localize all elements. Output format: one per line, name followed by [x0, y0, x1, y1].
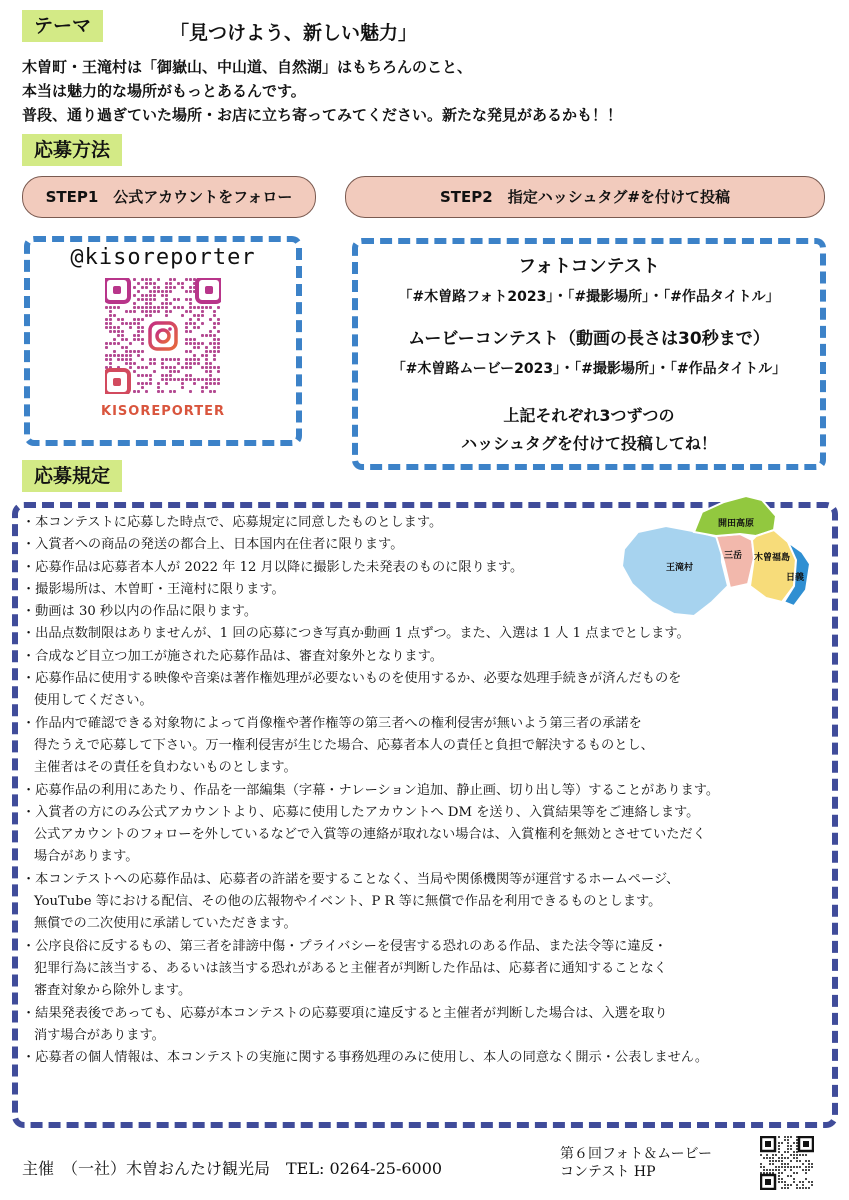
rule-item: ・作品内で確認できる対象物によって肖像権や著作権等の第三者への権利侵害が無いよう第三者の承諾を	[22, 715, 642, 731]
rule-item: ・応募作品は応募者本人が 2022 年 12 月以降に撮影した未発表のものに限ります。	[22, 559, 524, 575]
rule-continuation: 消す場合があります。	[34, 1027, 165, 1043]
map-label: 木曽福島	[754, 553, 791, 563]
rule-continuation: 使用してください。	[34, 693, 153, 709]
step2-pill: STEP2 指定ハッシュタグ#を付けて投稿	[345, 176, 825, 218]
hp-qr-code-icon[interactable]	[760, 1136, 814, 1190]
hp-qr-pattern	[760, 1136, 814, 1190]
map-label: 三岳	[724, 551, 743, 561]
rule-continuation: 場合があります。	[34, 849, 139, 865]
rule-continuation: 無償での二次使用に承諾していただきます。	[34, 916, 297, 932]
map-label: 王滝村	[666, 563, 694, 573]
note-line: 上記それぞれ3つずつの	[503, 406, 675, 425]
intro-line: 普段、通り過ぎていた場所・お店に立ち寄ってみてください。新たな発見があるかも！！	[22, 106, 623, 124]
note-line: ハッシュタグを付けて投稿してね！	[461, 434, 717, 453]
qr-caption: KISOREPORTER	[101, 404, 225, 419]
theme-tag: テーマ	[22, 10, 103, 42]
map-label: 開田高原	[718, 519, 755, 529]
intro-line: 本当は魅力的な場所がもっとあるんです。	[22, 82, 306, 100]
rule-item: ・出品点数制限はありませんが、1 回の応募につき写真か動画 1 点ずつ。また、入選は 1 人 1 点までとします。	[22, 626, 690, 642]
rule-continuation: 主催者はその責任を負わないものとします。	[34, 760, 297, 776]
hp-label-line: コンテスト HP	[560, 1164, 656, 1180]
rule-continuation: YouTube 等における配信、その他の広報物やイベント、P R 等に無償で作品を利用できるものとします。	[34, 894, 662, 910]
rules-tag: 応募規定	[22, 460, 122, 492]
theme-title: 「見つけよう、新しい魅力」	[170, 22, 418, 44]
qr-pattern	[105, 278, 221, 394]
rule-item: ・合成など目立つ加工が施された応募作品は、審査対象外となります。	[22, 648, 443, 664]
map-label: 日義	[786, 573, 805, 583]
rule-item: ・入賞者の方にのみ公式アカウントより、応募に使用したアカウントへ DM を送り、入賞結果等をご連絡します。	[22, 804, 700, 820]
photo-contest-title: フォトコンテスト	[518, 256, 660, 277]
theme-intro	[22, 55, 622, 127]
organizer-info: 主催 （一社）木曽おんたけ観光局 TEL: 0264-25-6000	[22, 1159, 443, 1178]
movie-contest-title: ムービーコンテスト（動画の長さは30秒まで）	[408, 329, 770, 349]
rule-continuation: 審査対象から除外します。	[34, 983, 192, 999]
photo-hashtags: 「#木曽路フォト2023」・「#撮影場所」・「#作品タイトル」	[398, 289, 780, 305]
rule-item: ・入賞者への商品の発送の都合上、日本国内在住者に限ります。	[22, 537, 404, 553]
intro-line: 木曽町・王滝村は「御嶽山、中山道、自然湖」はもちろんのこと、	[22, 58, 473, 76]
rule-item: ・本コンテストへの応募作品は、応募者の許諾を要することなく、当局や関係機関等が運営するホームページ、	[22, 871, 680, 887]
step1-pill: STEP1 公式アカウントをフォロー	[22, 176, 316, 218]
rules-list	[22, 512, 832, 1069]
method-tag: 応募方法	[22, 134, 122, 166]
rule-continuation: 公式アカウントのフォローを外しているなどで入賞等の連絡が取れない場合は、入賞権利を無効とさせていただく	[34, 827, 706, 843]
rule-continuation: 犯罪行為に該当する、あるいは該当する恐れがあると主催者が判断した作品は、応募者に通知することなく	[34, 960, 667, 976]
rule-continuation: 得たうえで応募して下さい。万一権利侵害が生じた場合、応募者本人の責任と負担で解決するものとし、	[34, 737, 654, 753]
qr-code-icon[interactable]	[105, 278, 221, 394]
rule-item: ・応募作品に使用する映像や音楽は著作権処理が必要ないものを使用するか、必要な処理手続きが済んだものを	[22, 671, 682, 687]
hp-label-line: 第６回フォト＆ムービー	[560, 1146, 713, 1162]
rule-item: ・本コンテストに応募した時点で、応募規定に同意したものとします。	[22, 515, 443, 530]
account-handle: @kisoreporter	[70, 245, 256, 270]
rule-item: ・撮影場所は、木曽町・王滝村に限ります。	[22, 581, 285, 597]
movie-hashtags: 「#木曽路ムービー2023」・「#撮影場所」・「#作品タイトル」	[391, 361, 787, 377]
rule-item: ・動画は 30 秒以内の作品に限ります。	[22, 604, 258, 620]
rule-item: ・結果発表後であっても、応募が本コンテストの応募要項に違反すると主催者が判断した場合は、入選を取り	[22, 1005, 668, 1021]
hp-label	[560, 1145, 712, 1181]
rule-item: ・応募作品の利用にあたり、作品を一部編集（字幕・ナレーション追加、静止画、切り出し等）することがあります。	[22, 782, 720, 798]
rule-item: ・応募者の個人情報は、本コンテストの実施に関する事務処理のみに使用し、本人の同意なく開示・公表しません。	[22, 1050, 709, 1066]
rule-item: ・公序良俗に反するもの、第三者を誹謗中傷・プライバシーを侵害する恐れのある作品、また法令等に違反・	[22, 938, 667, 954]
